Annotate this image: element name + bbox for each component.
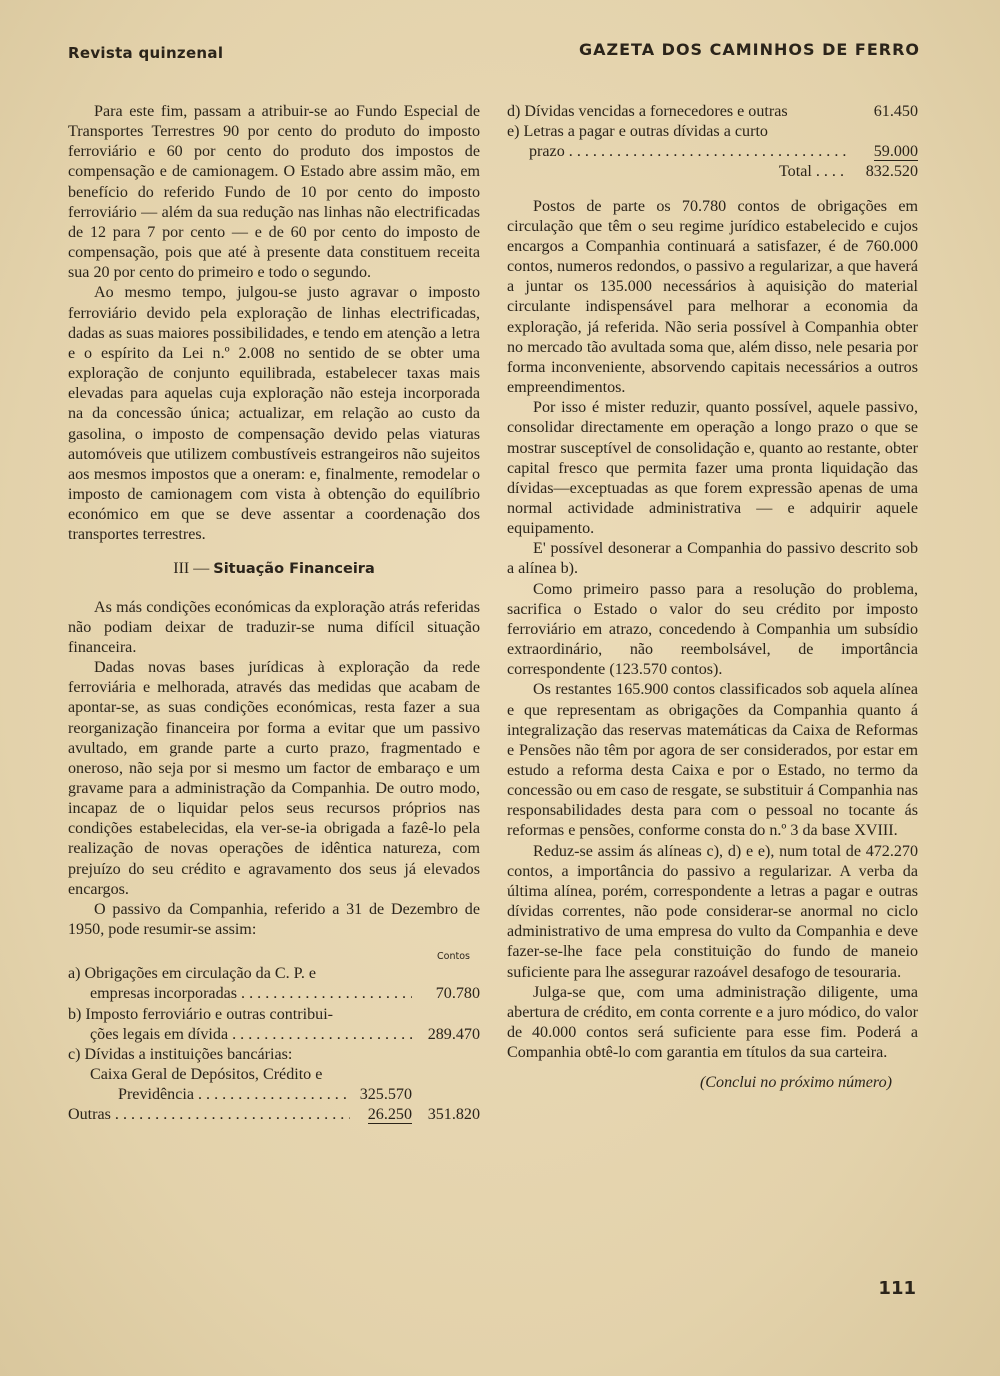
paragraph: Como primeiro passo para a resolução do problema, sacrifica o Estado o valor do seu crédito por imposto ferroviário em atrazo, concedendo à Companhia um subsídio extraordinário, não reembolsável, de importância correspondente (123.570 contos). — [507, 580, 918, 679]
liabilities-ledger — [68, 964, 480, 1125]
ledger-row — [68, 1085, 480, 1105]
paragraph: Dadas novas bases jurídicas à exploração da rede ferroviária e melhorada, através das medidas que acabam de apontar-se, as suas condições económicas, resta fazer a sua reorganização financeira por forma a evitar que um passivo avultado, em grande parte a curto prazo, fragmentado e oneroso, não seja por si mesmo um factor de embaraço e um gravame para a administração da Companhia. De outro modo, incapaz de o liquidar pelos seus recursos próprios nas condições estabelecidas, ela ver-se-ia obrigada a fazê-lo pela realização de novas operações de idêntica natureza, com prejuízo do seu crédito e agravamento dos seus já elevados encargos. — [68, 659, 480, 898]
paragraph: Para este fim, passam a atribuir-se ao Fundo Especial de Transportes Terrestres 90 por cento do produto do imposto ferroviário e 60 por cento do produto dos impostos de compensação e de camionagem. O Estado abre assim mão, em benefício do referido Fundo de 10 por cento do imposto ferroviário — além da sua redução nas linhas não electrificadas de 12 para 7 por cento — e de 60 por cento do imposto de compensação, pois que até à presente data constituem receita sua 20 por cento do primeiro e todo o segundo. — [68, 103, 480, 282]
right-column — [507, 102, 918, 1094]
ledger-subamount: 26.250 — [367, 1106, 412, 1124]
paragraph: Por isso é mister reduzir, quanto possível, aquele passivo, consolidar directamente em operação a longo prazo o que se mostrar susceptível de consolidação e, quanto ao restante, obter capital fresco que permita fazer uma pronta liquidação das dívidas—exceptuadas as que forem expressão apenas de uma normal actividade administrativa — e adquirir aquele equipamento. — [507, 399, 918, 538]
ledger-row — [68, 1045, 480, 1065]
ledger-text: c) Dívidas a instituições bancárias: — [68, 1045, 293, 1063]
ledger-text: Caixa Geral de Depósitos, Crédito e — [90, 1066, 323, 1084]
ledger-subamount: 325.570 — [359, 1086, 412, 1104]
paragraph: Ao mesmo tempo, julgou-se justo agravar o imposto ferroviário devido pela exploração de linhas electrificadas, dadas as suas maiores possibilidades, e tendo em atenção a letra e o espírito da Lei n.º 2.008 no sentido de se obter uma exploração de conjunto equilibrada, estabelecer taxas mais elevadas para aquelas cuja exploração não esteja incorporada na da concessão única; actualizar, em relação ao custo da gasolina, o imposto de compensação devido pelas viaturas automóveis que utilizem combustíveis estrangeiros não sujeitos aos mesmos impostos que a oneram: e, finalmente, remodelar o imposto de camionagem com vista à obtenção do equilíbrio económico em que se deve assentar a coordenação dos transportes terrestres. — [68, 284, 480, 544]
total-amount: 832.520 — [865, 163, 918, 181]
contos-label: Contos — [437, 951, 470, 963]
paragraph: Postos de parte os 70.780 contos de obrigações em circulação que têm o seu regime jurídico estabelecido e cujos encargos a Companhia continuará a satisfazer, é de 760.000 contos, numeros redondos, o passivo a regularizar, a que haverá a juntar os 135.000 necessários à aquisição do material circulante indispensável para melhorar a economia da exploração, já referida. Não seria possível à Companhia obter no mercado tão avultada soma que, além disso, nele pesaria por forma inconveniente, absorvendo capitais necessários a outros empreendimentos. — [507, 197, 918, 397]
paragraph: O passivo da Companhia, referido a 31 de Dezembro de 1950, pode resumir-se assim: — [68, 900, 480, 939]
continuation-note: (Conclui no próximo número) — [699, 1074, 892, 1092]
ledger-row — [68, 984, 480, 1004]
ledger-amount: 351.820 — [427, 1106, 480, 1124]
ledger-row — [68, 1105, 480, 1125]
ledger-text: ções legais em dívida . . . — [90, 1025, 412, 1045]
ledger-amount: 70.780 — [435, 985, 480, 1003]
ledger-amount: 289.470 — [427, 1025, 480, 1043]
paragraph: Reduz-se assim ás alíneas c), d) e e), num total de 472.270 contos, a importância do passivo a regularizar. A verba da última alínea, porém, correspondente a letras a pagar e outras dívidas correntes, não pode considerar-se anormal no ciclo administrativo de uma empresa do vulto da Companhia e deve fazer-se-lhe face pela constituição do fundo de maneio suficiente para lhe assegurar razoável desafogo de tesouraria. — [507, 842, 918, 981]
section-prefix: III — — [173, 560, 214, 578]
section-title: Situação Financeira — [213, 561, 375, 578]
ledger-amount: 61.450 — [873, 103, 918, 120]
ledger-text: prazo . . . — [529, 142, 850, 162]
ledger-row — [507, 102, 918, 122]
header-left: Revista quinzenal — [68, 44, 224, 62]
ledger-text: a) Obrigações em circulação da C. P. e — [68, 965, 317, 983]
ledger-text: Outras . . . — [68, 1105, 350, 1125]
paragraph: E' possível desonerar a Companhia do passivo descrito sob a alínea b). — [507, 540, 918, 578]
paragraph: Julga-se que, com uma administração diligente, uma abertura de crédito, em conta corrente e a juro módico, do valor de 40.000 contos será suficiente para esse fim. Poderá a Companhia obtê-lo com garantia em títulos da sua carteira. — [507, 983, 918, 1062]
paragraph: As más condições económicas da exploração atrás referidas não podiam deixar de traduzir-se numa difícil situação financeira. — [68, 598, 480, 656]
ledger-row — [68, 1025, 480, 1045]
ledger-row — [68, 1065, 480, 1085]
header-right: GAZETA DOS CAMINHOS DE FERRO — [578, 40, 920, 59]
ledger-text: d) Dívidas vencidas a fornecedores e outras — [507, 103, 788, 120]
ledger-row — [68, 964, 480, 984]
ledger-row — [507, 122, 918, 142]
section-heading — [68, 559, 480, 579]
ledger-text: empresas incorporadas . . . — [90, 984, 412, 1004]
liabilities-ledger-continued — [507, 102, 918, 183]
ledger-row — [68, 1005, 480, 1025]
paragraph: Os restantes 165.900 contos classificados sob aquela alínea e que representam as obrigações da Companhia quanto á integralização das reservas matemáticas da Caixa de Reformas e Pensões não têm por agora de ser considerados, por estar em estudo a reforma desta Caixa e por o Estado, no termo da concessão ou em caso de resgate, se substituir á Companhia nas responsabilidades desta para com o pessoal no tocante ás reformas e pensões, conforme consta do n.º 3 da base XVIII. — [507, 681, 918, 840]
ledger-text: b) Imposto ferroviário e outras contribui- — [68, 1005, 334, 1023]
ledger-text: Previdência . . . — [118, 1085, 350, 1105]
left-column — [68, 102, 480, 1126]
ledger-row — [507, 162, 918, 182]
ledger-amount: 59.000 — [873, 143, 918, 161]
total-label: Total . . . . — [778, 163, 844, 181]
ledger-text: e) Letras a pagar e outras dívidas a curto — [507, 123, 768, 141]
page-number: 111 — [878, 1278, 916, 1299]
ledger-row — [507, 142, 918, 162]
